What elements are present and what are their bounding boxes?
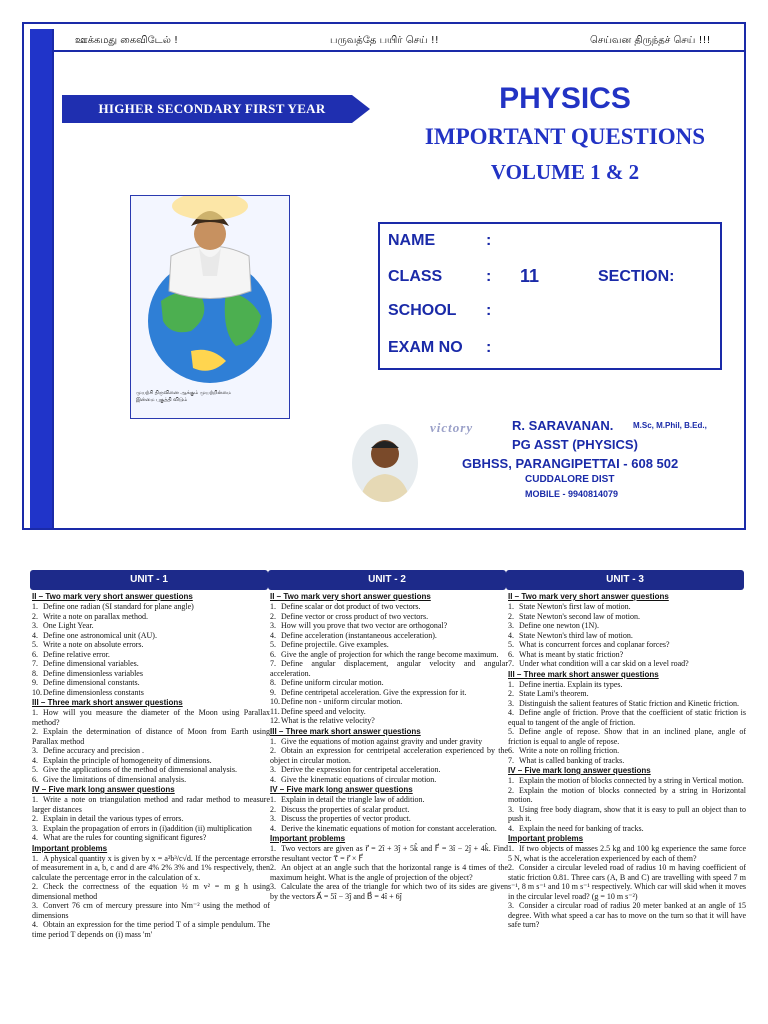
- question-item: [32, 746, 270, 756]
- slogan-1: ஊக்கமது கைவிடேல் !: [75, 35, 179, 46]
- question-item: [32, 824, 270, 834]
- cover-blue-strip: [30, 29, 52, 528]
- question-item: [508, 612, 746, 622]
- question-number: 1.: [270, 844, 276, 853]
- question-item: [270, 602, 508, 612]
- unit-3-column: [506, 570, 746, 1024]
- question-text: Define dimensional constants.: [43, 678, 140, 687]
- author-name: R. SARAVANAN.: [512, 418, 614, 433]
- question-text: How will you measure the diameter of the Moon using Parallax method?: [32, 708, 270, 727]
- class-colon: :: [486, 268, 492, 285]
- question-text: Define centripetal acceleration. Give the expression for it.: [281, 687, 467, 697]
- question-text: Define angular displacement, angular velocity and angular acceleration.: [270, 659, 508, 678]
- section-heading: III – Three mark short answer questions: [508, 669, 659, 679]
- question-text: What is meant by static friction?: [519, 649, 624, 659]
- question-item: [508, 746, 746, 756]
- question-number: 4.: [508, 708, 514, 717]
- subject-title: PHYSICS: [499, 82, 631, 115]
- question-text: Explain the need for banking of tracks.: [519, 823, 644, 833]
- question-text: Explain in detail the triangle law of addition.: [281, 795, 425, 804]
- question-number: 10.: [32, 687, 42, 697]
- section-heading: IV – Five mark long answer questions: [508, 766, 651, 775]
- question-number: 2.: [508, 611, 514, 621]
- question-text: Define dimensionless variables: [43, 668, 143, 678]
- question-text: Define uniform circular motion.: [281, 678, 384, 687]
- question-item: [32, 631, 270, 641]
- question-item: [508, 805, 746, 824]
- question-number: 2.: [32, 814, 38, 823]
- question-text: Write a note on rolling friction.: [519, 746, 620, 755]
- class-label: CLASS: [388, 268, 443, 285]
- question-item: [32, 765, 270, 775]
- question-item: [32, 708, 270, 727]
- question-number: 6.: [32, 649, 38, 659]
- question-text: Give the limitations of dimensional analysis.: [43, 774, 187, 784]
- question-text: Consider a circular road of radius 20 meter banked at an angle of 15 degree. With what speed a car has to move on the turn so that it will have safe turn?: [508, 901, 746, 929]
- question-item: [508, 699, 746, 709]
- question-text: Check the correctness of the equation ½ m v² = m g h using dimensional method: [32, 882, 270, 901]
- question-item: [32, 640, 270, 650]
- question-item: [508, 727, 746, 746]
- question-item: [32, 756, 270, 766]
- question-item: [32, 727, 270, 746]
- unit-2-column: [268, 570, 508, 1024]
- question-item: [270, 650, 508, 660]
- question-number: 3.: [270, 765, 276, 774]
- unit-header: UNIT - 3: [506, 570, 744, 590]
- question-number: 11.: [270, 706, 280, 716]
- question-text: State Newton's third law of motion.: [519, 630, 633, 640]
- question-item: [270, 795, 508, 805]
- question-item: [508, 901, 746, 930]
- author-degrees: M.Sc, M.Phil, B.Ed.,: [633, 421, 707, 430]
- question-text: Consider a circular leveled road of radius 10 m having coefficient of static friction 0.81. Three cars (A, B and C) are travelling with speed 7 m s⁻¹, 8 m s⁻¹ and 10 m s⁻¹ respectively. Which car will skid when it moves in the circular level road? (g = 10 m s⁻²): [508, 863, 746, 901]
- question-number: 10.: [270, 697, 280, 706]
- question-number: 1.: [508, 679, 514, 689]
- question-number: 4.: [270, 630, 276, 640]
- question-item: [32, 775, 270, 785]
- question-number: 1.: [508, 602, 514, 611]
- question-number: 5.: [508, 727, 514, 736]
- question-item: [508, 786, 746, 805]
- question-text: Define angle of friction. Prove that the coefficient of static friction is equal to tangent of the angle of friction.: [508, 708, 746, 727]
- question-text: Define dimensionless constants: [43, 687, 144, 697]
- name-colon: :: [486, 232, 492, 249]
- question-text: Define one newton (1N).: [519, 621, 599, 630]
- slogan-3: செய்வன திருந்தச் செய் !!!: [590, 35, 711, 46]
- question-item: [32, 814, 270, 824]
- question-text: Define accuracy and precision .: [43, 746, 145, 755]
- question-text: Explain the motion of blocks connected by a string in Vertical motion.: [519, 776, 744, 785]
- question-text: Define speed and velocity.: [281, 706, 366, 716]
- section-heading: Important problems: [270, 834, 346, 843]
- question-item: [32, 602, 270, 612]
- question-number: 3.: [32, 823, 38, 833]
- question-number: 6.: [32, 774, 38, 784]
- main-title: IMPORTANT QUESTIONS: [424, 124, 706, 149]
- banner-text: HIGHER SECONDARY FIRST YEAR: [98, 101, 326, 116]
- question-item: [270, 678, 508, 688]
- question-text: Define inertia. Explain its types.: [519, 679, 623, 689]
- question-number: 4.: [32, 920, 38, 929]
- question-number: 2.: [270, 804, 276, 814]
- question-number: 1.: [32, 795, 38, 804]
- question-number: 2.: [270, 611, 276, 621]
- question-item: [270, 716, 508, 726]
- question-number: 7.: [508, 659, 514, 668]
- question-item: [270, 688, 508, 698]
- question-number: 1.: [270, 602, 276, 611]
- question-number: 3.: [508, 901, 514, 910]
- question-item: [270, 805, 508, 815]
- section-heading: II – Two mark very short answer questions: [32, 592, 193, 601]
- exam-no-label: EXAM NO: [388, 339, 463, 356]
- question-number: 3.: [32, 746, 38, 755]
- question-text: What is called banking of tracks.: [519, 755, 625, 765]
- question-item: [32, 612, 270, 622]
- question-number: 6.: [508, 746, 514, 755]
- question-item: [508, 659, 746, 669]
- question-number: 5.: [32, 640, 38, 649]
- question-text: State Lami's theorem.: [519, 689, 589, 698]
- question-text: If two objects of masses 2.5 kg and 100 kg experience the same force 5 N, what is the acceleration experienced by each of them?: [508, 844, 746, 863]
- question-item: [270, 737, 508, 747]
- question-number: 4.: [508, 823, 514, 833]
- question-number: 2.: [32, 882, 38, 891]
- question-text: Two vectors are given as r⃗ = 2î + 3ĵ + 5k̂ and F⃗ = 3î − 2ĵ + 4k̂. Find the resultant vector τ⃗ = r⃗ × F⃗: [270, 844, 508, 863]
- unit-1-column: [30, 570, 270, 1024]
- volume-title: VOLUME 1 & 2: [490, 160, 640, 184]
- question-text: How will you prove that two vector are orthogonal?: [281, 621, 448, 630]
- question-number: 1.: [32, 708, 38, 717]
- question-item: [32, 833, 270, 843]
- section-heading: Important problems: [32, 843, 108, 853]
- question-number: 7.: [32, 659, 38, 668]
- author-school: GBHSS, PARANGIPETTAI - 608 502: [462, 456, 679, 471]
- question-item: [508, 776, 746, 786]
- author-post: PG ASST (PHYSICS): [512, 437, 638, 452]
- question-text: Using free body diagram, show that it is easy to pull an object than to push it.: [508, 804, 746, 823]
- question-item: [508, 640, 746, 650]
- question-number: 7.: [270, 659, 276, 668]
- question-text: Convert 76 cm of mercury pressure into Nm⁻² using the method of dimensions: [32, 901, 270, 920]
- question-item: [270, 765, 508, 775]
- question-number: 6.: [270, 649, 276, 659]
- question-list: [270, 592, 508, 901]
- question-number: 6.: [508, 649, 514, 659]
- question-item: [32, 795, 270, 814]
- question-item: [508, 756, 746, 766]
- author-mobile: MOBILE - 9940814079: [525, 489, 619, 499]
- question-item: [270, 640, 508, 650]
- question-text: Derive the expression for centripetal acceleration.: [281, 765, 441, 774]
- question-text: Write a note on parallax method.: [43, 611, 148, 621]
- question-number: 9.: [270, 687, 276, 697]
- question-number: 1.: [508, 844, 514, 853]
- question-item: [508, 863, 746, 901]
- question-text: Discuss the properties of scalar product.: [281, 804, 410, 814]
- question-number: 5.: [508, 640, 514, 649]
- question-text: Define one astronomical unit (AU).: [43, 630, 157, 640]
- question-text: Define projectile. Give examples.: [281, 640, 389, 649]
- exam-no-colon: :: [486, 339, 492, 356]
- question-number: 7.: [508, 755, 514, 765]
- author-photo: [352, 424, 418, 502]
- question-item: [270, 631, 508, 641]
- question-number: 2.: [270, 746, 276, 755]
- question-text: Define non - uniform circular motion.: [281, 697, 403, 706]
- question-item: [32, 669, 270, 679]
- question-text: Give the angle of projection for which the range become maximum.: [281, 649, 499, 659]
- school-colon: :: [486, 302, 492, 319]
- question-text: Give the equations of motion against gravity and under gravity: [281, 736, 483, 746]
- question-item: [270, 882, 508, 901]
- question-item: [270, 612, 508, 622]
- question-number: 3.: [270, 814, 276, 823]
- question-number: 3.: [270, 621, 276, 630]
- cover-top-rule: [52, 50, 746, 52]
- unit-header: UNIT - 2: [268, 570, 506, 590]
- question-item: [32, 621, 270, 631]
- question-number: 1.: [508, 776, 514, 785]
- question-number: 2.: [508, 785, 514, 795]
- question-text: Define one radian (SI standard for plane angle): [43, 602, 194, 611]
- question-text: Define angle of repose. Show that in an inclined plane, angle of friction is equal to angle of repose.: [508, 727, 746, 746]
- question-number: 8.: [270, 678, 276, 687]
- question-text: Define acceleration (instantaneous acceleration).: [281, 630, 437, 640]
- question-text: What is concurrent forces and coplanar forces?: [519, 640, 670, 649]
- section-heading: III – Three mark short answer questions: [32, 698, 183, 707]
- section-heading: Important problems: [508, 834, 584, 843]
- question-number: 8.: [32, 668, 38, 678]
- question-text: Explain the motion of blocks connected by a string in Horizontal motion.: [508, 785, 746, 804]
- question-item: [270, 814, 508, 824]
- question-number: 2.: [32, 611, 38, 621]
- question-item: [508, 708, 746, 727]
- question-text: Explain the determination of distance of Moon from Earth using Parallax method: [32, 727, 270, 746]
- saint-caption: [130, 390, 288, 404]
- question-item: [508, 824, 746, 834]
- question-number: 3.: [32, 901, 38, 910]
- question-number: 2.: [32, 727, 38, 736]
- saint-caption-line-2: இன்மை புகுத்தி விடும்: [136, 397, 188, 403]
- question-text: Write a note on absolute errors.: [43, 640, 144, 649]
- section-label: SECTION:: [598, 268, 675, 285]
- question-item: [270, 746, 508, 765]
- question-item: [270, 775, 508, 785]
- question-number: 4.: [32, 630, 38, 640]
- question-text: Write a note on triangulation method and radar method to measure larger distances: [32, 795, 270, 814]
- question-number: 5.: [32, 765, 38, 774]
- class-value: 11: [520, 266, 540, 286]
- school-label: SCHOOL: [388, 302, 457, 319]
- question-text: What are the rules for counting significant figures?: [43, 833, 207, 842]
- question-number: 1.: [270, 736, 276, 746]
- question-item: [508, 680, 746, 690]
- question-item: [508, 631, 746, 641]
- question-item: [270, 659, 508, 678]
- globe-figure-icon: [131, 196, 289, 391]
- question-text: Distinguish the salient features of Static friction and Kinetic friction.: [519, 698, 739, 708]
- question-list: [32, 592, 270, 939]
- question-text: An object at an angle such that the horizontal range is 4 times of the maximum height. What is the angle of projection of the object?: [270, 863, 508, 882]
- question-number: 3.: [508, 804, 514, 814]
- question-number: 12.: [270, 716, 280, 725]
- question-item: [508, 844, 746, 863]
- question-item: [270, 863, 508, 882]
- question-text: State Newton's second law of motion.: [519, 611, 640, 621]
- question-number: 2.: [508, 689, 514, 698]
- section-heading: II – Two mark very short answer questions: [508, 592, 669, 601]
- question-text: Give the kinematic equations of circular motion.: [281, 774, 437, 784]
- question-number: 3.: [508, 621, 514, 630]
- question-number: 4.: [270, 774, 276, 784]
- question-item: [32, 882, 270, 901]
- question-number: 3.: [32, 621, 38, 630]
- question-number: 3.: [508, 698, 514, 708]
- question-item: [32, 920, 270, 939]
- question-number: 9.: [32, 678, 38, 687]
- question-item: [270, 824, 508, 834]
- question-text: A physical quantity x is given by x = a²b³/c√d. If the percentage errors of measurement in a, b, c and d are 4% 2% 3% and 1% respectively, then calculate the percentage error in the calculation of x.: [32, 853, 270, 882]
- question-item: [32, 650, 270, 660]
- question-item: [508, 602, 746, 612]
- question-number: 3.: [270, 882, 276, 891]
- thiruvalluvar-image: [130, 195, 290, 419]
- question-text: Calculate the area of the triangle for which two of its sides are given by the vectors A⃗ = 5î − 3ĵ and B⃗ = 4î + 6ĵ: [270, 882, 508, 901]
- question-number: 2.: [508, 863, 514, 872]
- question-text: State Newton's first law of motion.: [519, 602, 631, 611]
- question-item: [508, 650, 746, 660]
- cover-strip-edge: [52, 29, 54, 528]
- section-heading: IV – Five mark long answer questions: [32, 785, 175, 794]
- question-text: Obtain an expression for the time period T of a simple pendulum. The time period T depends on (i) mass 'm': [32, 920, 270, 939]
- question-item: [508, 621, 746, 631]
- unit-header: UNIT - 1: [30, 570, 268, 590]
- question-number: 4.: [508, 630, 514, 640]
- question-item: [270, 697, 508, 707]
- question-number: 1.: [32, 853, 38, 863]
- question-number: 1.: [32, 602, 38, 611]
- question-item: [32, 678, 270, 688]
- section-heading: III – Three mark short answer questions: [270, 726, 421, 736]
- section-heading: II – Two mark very short answer questions: [270, 592, 431, 601]
- question-item: [270, 844, 508, 863]
- question-text: Derive the kinematic equations of motion for constant acceleration.: [281, 823, 497, 833]
- question-text: Define relative error.: [43, 649, 110, 659]
- question-number: 5.: [270, 640, 276, 649]
- question-text: Under what condition will a car skid on a level road?: [519, 659, 689, 668]
- question-number: 4.: [32, 755, 38, 765]
- question-text: Define scalar or dot product of two vectors.: [281, 602, 421, 611]
- victory-text: victory: [430, 420, 474, 435]
- question-item: [32, 854, 270, 883]
- question-text: Define vector or cross product of two vectors.: [281, 611, 429, 621]
- saint-caption-line-1: முயற்சி திருவினை ஆக்கும் முயற்றின்மை: [136, 390, 232, 396]
- question-text: Obtain an expression for centripetal acceleration experienced by the object in circular motion.: [270, 746, 508, 765]
- author-portrait-icon: [352, 424, 418, 502]
- question-text: What is the relative velocity?: [281, 716, 375, 725]
- question-item: [32, 901, 270, 920]
- question-text: Explain in detail the various types of errors.: [43, 814, 184, 823]
- question-number: 4.: [32, 833, 38, 842]
- question-text: Give the applications of the method of dimensional analysis.: [43, 765, 237, 774]
- question-text: Define dimensional variables.: [43, 659, 139, 668]
- question-number: 4.: [270, 823, 276, 833]
- author-district: CUDDALORE DIST: [525, 474, 615, 485]
- question-text: One Light Year.: [43, 621, 94, 630]
- section-heading: IV – Five mark long answer questions: [270, 785, 413, 794]
- question-number: 1.: [270, 795, 276, 804]
- slogan-2: பருவத்தே பயிர் செய் !!: [330, 35, 439, 46]
- question-list: [508, 592, 746, 930]
- question-text: Explain the propagation of errors in (i)addition (ii) multiplication: [43, 823, 252, 833]
- question-item: [32, 688, 270, 698]
- question-item: [270, 707, 508, 717]
- question-number: 2.: [270, 863, 276, 872]
- question-item: [32, 659, 270, 669]
- question-text: Discuss the properties of vector product.: [281, 814, 411, 823]
- question-item: [508, 689, 746, 699]
- name-label: NAME: [388, 232, 436, 249]
- question-text: Explain the principle of homogeneity of dimensions.: [43, 755, 212, 765]
- question-item: [270, 621, 508, 631]
